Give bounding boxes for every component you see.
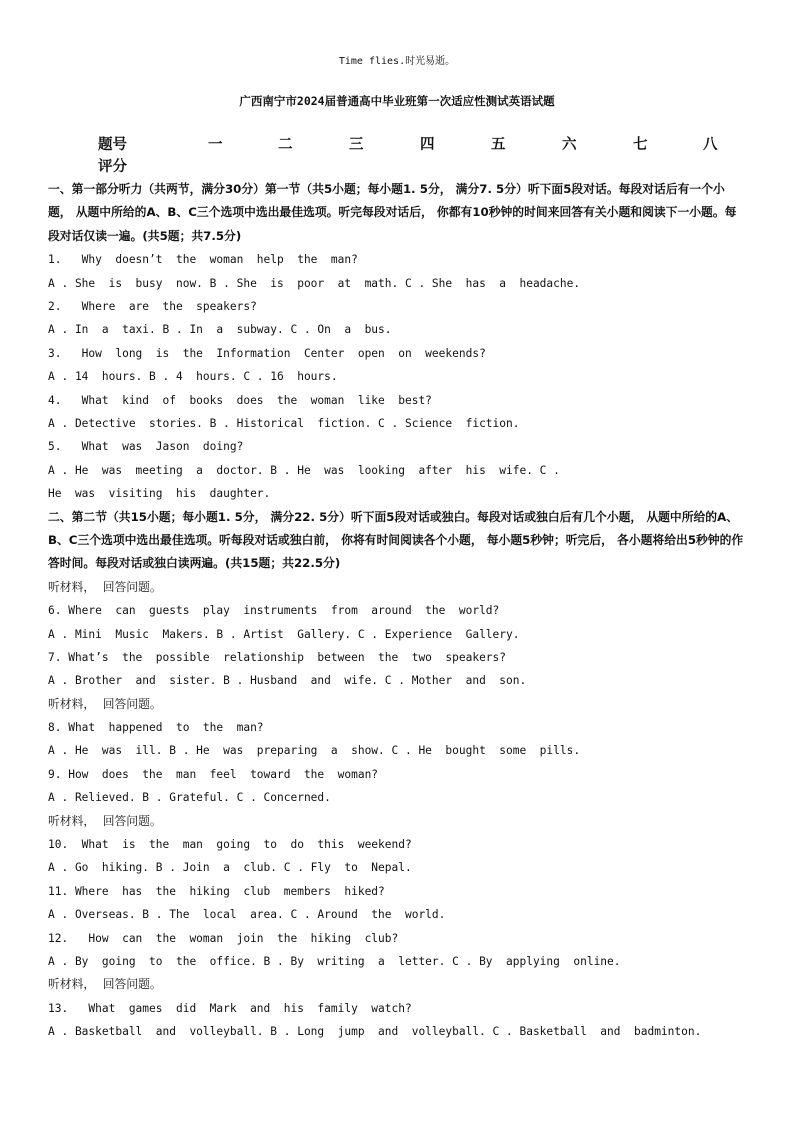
- question-10: 10. What is the man going to do this weekend?: [48, 838, 412, 852]
- score-col-1: 一: [208, 136, 223, 153]
- question-4-options: A . Detective stories. B . Historical fiction. C . Science fiction.: [48, 416, 520, 430]
- question-3: 3. How long is the Information Center open on weekends?: [48, 346, 486, 360]
- listen-instruction: 听材料， 回答问题。: [48, 813, 162, 828]
- question-1: 1. Why doesn’t the woman help the man?: [48, 253, 358, 267]
- listen-instruction: 听材料， 回答问题。: [48, 579, 162, 594]
- question-8-options: A . He was ill. B . He was preparing a show. C . He bought some pills.: [48, 744, 581, 758]
- question-10-options: A . Go hiking. B . Join a club. C . Fly to Nepal.: [48, 861, 412, 875]
- section2-intro: 二、第二节（共15小题；每小题1. 5分， 满分22. 5分）听下面5段对话或独白。每段对话或独白后有几个小题， 从题中所给的A、B、C三个选项中选出最佳选项。听每段对话或独白前， 你将有时间阅读各个小题， 每小题5秒钟；听完后， 各小题将给出5秒钟的作答时间。每段对话或独白读两遍。(共15题；共22.5分): [48, 509, 744, 571]
- motto: Time flies.时光易逝。: [338, 56, 456, 67]
- question-2-options: A . In a taxi. B . In a subway. C . On a bus.: [48, 323, 392, 337]
- question-12-options: A . By going to the office. B . By writing a letter. C . By applying online.: [48, 954, 621, 968]
- score-col-5: 五: [491, 136, 506, 153]
- score-table-header-row: [98, 133, 738, 153]
- score-col-3: 三: [349, 136, 364, 153]
- question-5-options-cont: He was visiting his daughter.: [48, 487, 271, 501]
- question-5: 5. What was Jason doing?: [48, 440, 244, 454]
- listen-instruction: 听材料， 回答问题。: [48, 977, 162, 992]
- question-12: 12. How can the woman join the hiking club?: [48, 931, 399, 945]
- question-6-options: A . Mini Music Makers. B . Artist Gallery. C . Experience Gallery.: [48, 627, 520, 641]
- score-col-2: 二: [278, 136, 293, 153]
- question-4: 4. What kind of books does the woman like best?: [48, 393, 432, 407]
- question-13-options: A . Basketball and volleyball. B . Long jump and volleyball. C . Basketball and badminton.: [48, 1025, 702, 1039]
- section1-intro: 一、第一部分听力（共两节，满分30分）第一节（共5小题；每小题1. 5分， 满分7. 5分）听下面5段对话。每段对话后有一个小题， 从题中所给的A、B、C三个选项中选出最佳选项。听完每段对话后， 你都有10秒钟的时间来回答有关小题和阅读下一小题。每段对话仅读一遍。(共5题；共7.5分): [48, 182, 737, 243]
- question-9: 9. How does the man feel toward the woman?: [48, 767, 379, 781]
- score-col-4: 四: [420, 136, 435, 153]
- question-1-options: A . She is busy now. B . She is poor at math. C . She has a headache.: [48, 276, 581, 290]
- score-table-header: 题号: [98, 136, 127, 153]
- question-13: 13. What games did Mark and his family watch?: [48, 1001, 412, 1015]
- question-8: 8. What happened to the man?: [48, 721, 264, 735]
- question-11: 11. Where has the hiking club members hiked?: [48, 884, 385, 898]
- question-7: 7. What’s the possible relationship between the two speakers?: [48, 650, 507, 664]
- question-11-options: A . Overseas. B . The local area. C . Around the world.: [48, 908, 446, 922]
- score-row-label: 评分: [98, 158, 127, 175]
- question-2: 2. Where are the speakers?: [48, 300, 257, 313]
- listen-instruction: 听材料， 回答问题。: [48, 696, 162, 711]
- exam-title: 广西南宁市2024届普通高中毕业班第一次适应性测试英语试题: [239, 94, 555, 108]
- exam-content: [48, 178, 748, 1044]
- score-col-7: 七: [633, 136, 648, 153]
- question-5-options: A . He was meeting a doctor. B . He was looking after his wife. C .: [48, 463, 560, 477]
- score-col-8: 八: [703, 136, 718, 153]
- score-col-6: 六: [562, 136, 577, 153]
- question-9-options: A . Relieved. B . Grateful. C . Concerned.: [48, 791, 331, 805]
- question-7-options: A . Brother and sister. B . Husband and wife. C . Mother and son.: [48, 674, 527, 688]
- question-3-options: A . 14 hours. B . 4 hours. C . 16 hours.: [48, 370, 338, 384]
- question-6: 6. Where can guests play instruments from around the world?: [48, 604, 500, 618]
